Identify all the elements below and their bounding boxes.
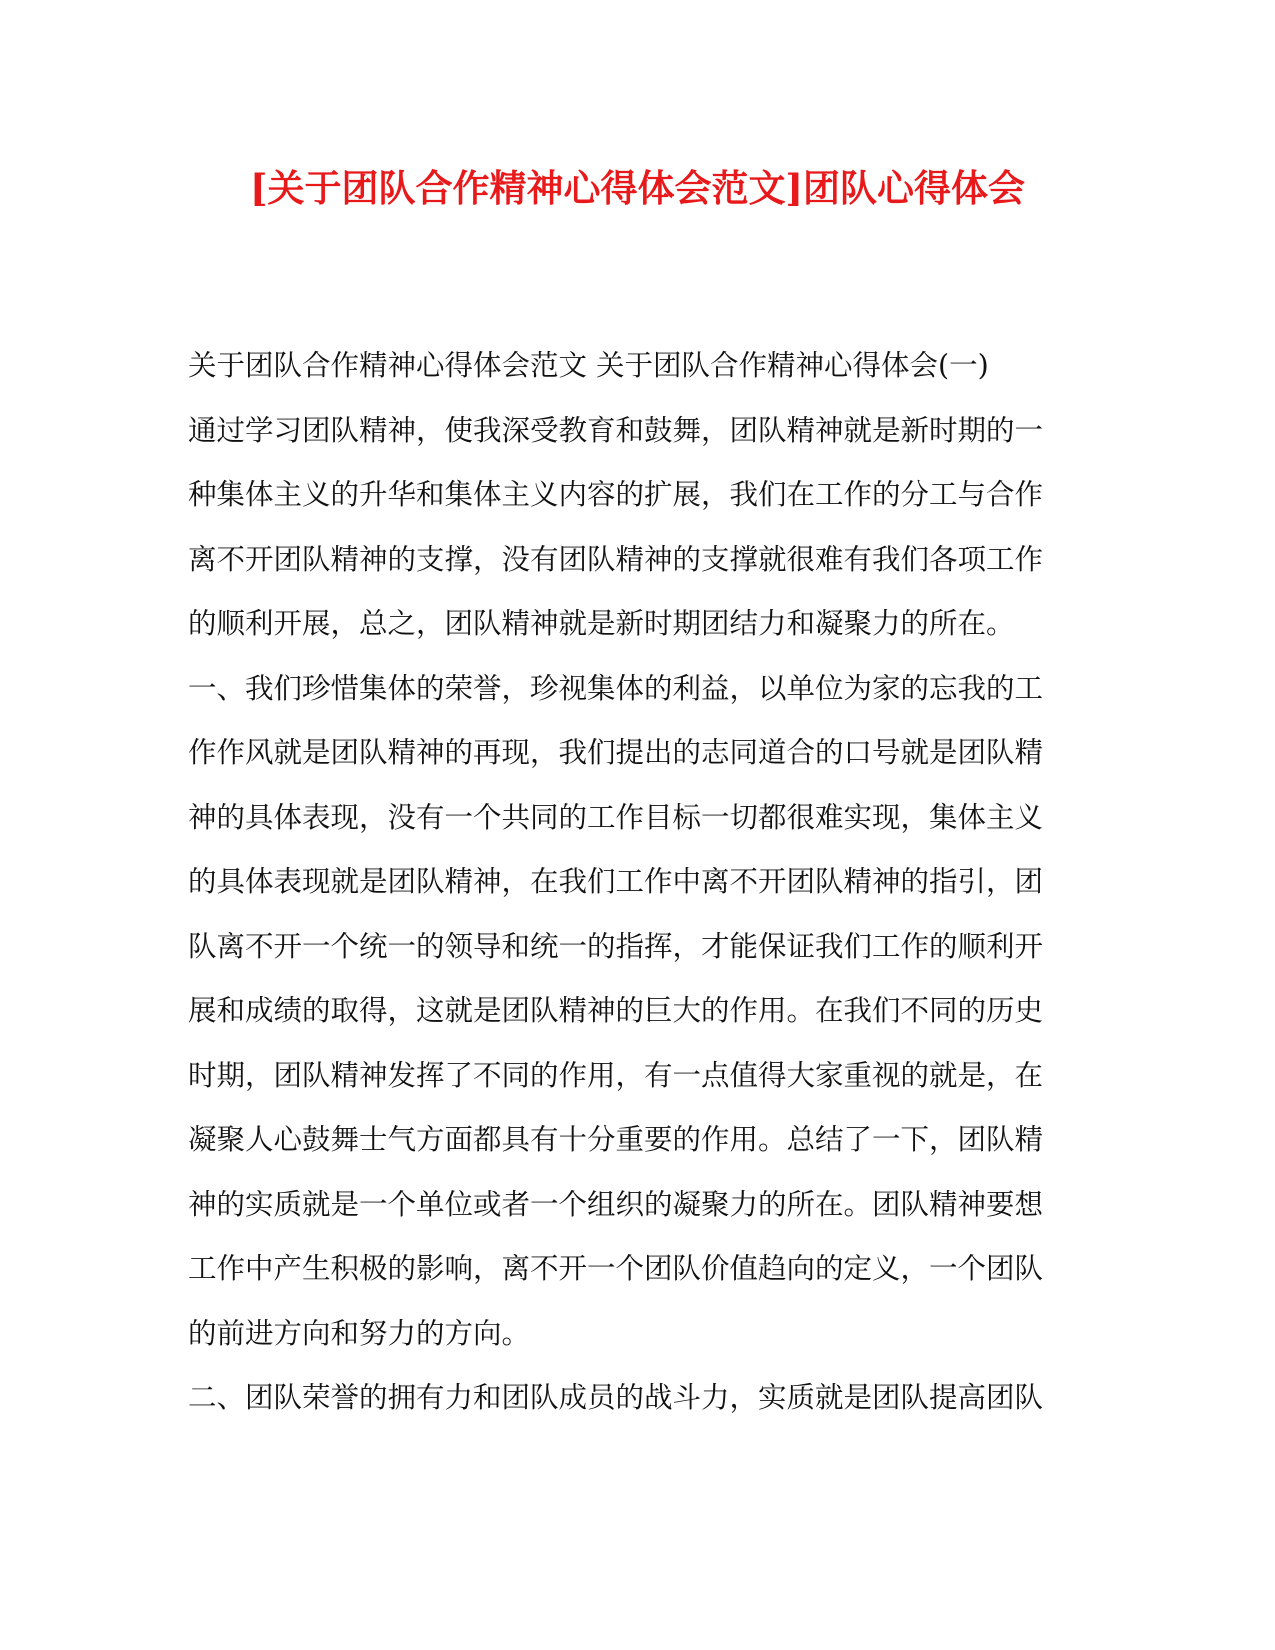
body-line: 一、我们珍惜集体的荣誉，珍视集体的利益，以单位为家的忘我的工: [188, 671, 1044, 705]
body-line: 二、团队荣誉的拥有力和团队成员的战斗力，实质就是团队提高团队: [188, 1381, 1044, 1414]
body-line: 作作风就是团队精神的再现，我们提出的志同道合的口号就是团队精: [188, 736, 1044, 769]
body-line: 的具体表现就是团队精神，在我们工作中离不开团队精神的指引，团: [188, 865, 1044, 898]
body-line: 种集体主义的升华和集体主义内容的扩展，我们在工作的分工与合作: [188, 478, 1044, 511]
body-line: 凝聚人心鼓舞士气方面都具有十分重要的作用。总结了一下，团队精: [188, 1123, 1044, 1156]
body-line: 的顺利开展，总之，团队精神就是新时期团结力和凝聚力的所在。: [188, 607, 1015, 640]
body-line: 关于团队合作精神心得体会范文 关于团队合作精神心得体会(一): [188, 349, 989, 382]
body-line: 神的具体表现，没有一个共同的工作目标一切都很难实现，集体主义: [188, 800, 1044, 834]
body-line: 时期，团队精神发挥了不同的作用，有一点值得大家重视的就是，在: [188, 1058, 1044, 1092]
document-body: [188, 346, 1058, 1443]
body-line: 队离不开一个统一的领导和统一的指挥，才能保证我们工作的顺利开: [188, 929, 1044, 963]
body-line: 离不开团队精神的支撑，没有团队精神的支撑就很难有我们各项工作: [188, 542, 1044, 576]
body-line: 神的实质就是一个单位或者一个组织的凝聚力的所在。团队精神要想: [188, 1187, 1044, 1221]
body-line: 展和成绩的取得，这就是团队精神的巨大的作用。在我们不同的历史: [188, 994, 1044, 1027]
body-line: 的前进方向和努力的方向。: [188, 1316, 531, 1350]
body-line: 工作中产生积极的影响，离不开一个团队价值趋向的定义，一个团队: [188, 1252, 1044, 1285]
document-title: [关于团队合作精神心得体会范文]团队心得体会: [249, 166, 1025, 210]
body-line: 通过学习团队精神，使我深受教育和鼓舞，团队精神就是新时期的一: [188, 413, 1044, 447]
